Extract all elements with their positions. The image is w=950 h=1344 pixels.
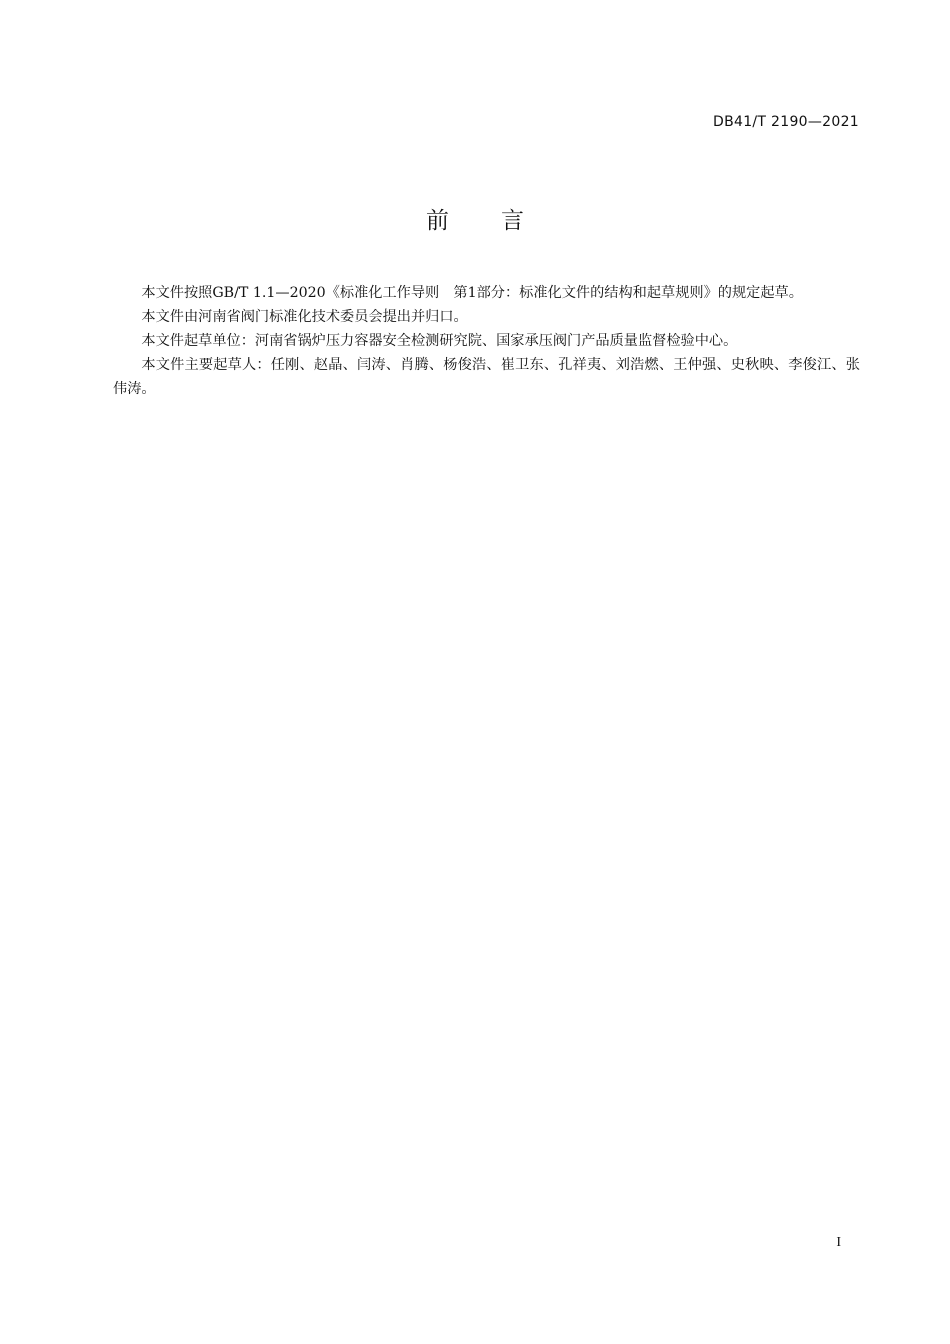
- section-title-foreword: 前言: [426, 208, 576, 234]
- paragraph-drafting-rules: 本文件按照GB/T 1.1—2020《标准化工作导则 第1部分：标准化文件的结构和起草规则》的规定起草。: [141, 285, 803, 301]
- page-number: I: [836, 1235, 841, 1250]
- foreword-body: [113, 281, 860, 401]
- document-code: DB41/T 2190—2021: [713, 114, 859, 130]
- paragraph-main-drafters: 本文件主要起草人：任刚、赵晶、闫涛、肖腾、杨俊浩、崔卫东、孔祥夷、刘浩燃、王仲强、史秋映、李俊江、张伟涛。: [113, 357, 860, 397]
- paragraph-drafting-units: 本文件起草单位：河南省锅炉压力容器安全检测研究院、国家承压阀门产品质量监督检验中心。: [141, 333, 738, 349]
- paragraph-proposer: 本文件由河南省阀门标准化技术委员会提出并归口。: [141, 309, 468, 325]
